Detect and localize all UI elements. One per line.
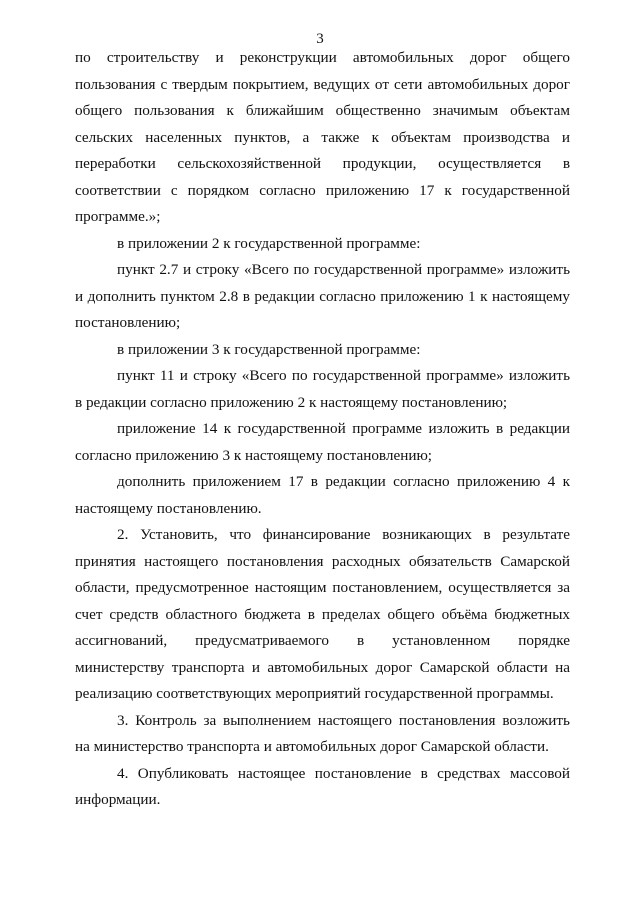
- text-line: дополнить приложением 17 в редакции согласно приложению 4 к: [117, 473, 570, 490]
- text-line: соответствии с порядком согласно приложению 17 к государственной: [75, 181, 570, 199]
- text-line: и дополнить пунктом 2.8 в редакции согласно приложению 1 к настоящему: [75, 287, 570, 305]
- text-line: счет средств областного бюджета в пределах общего объёма бюджетных: [75, 605, 570, 623]
- document-body: [75, 45, 570, 814]
- text-line: министерству транспорта и автомобильных дорог Самарской области на: [75, 658, 570, 676]
- text-line: 3. Контроль за выполнением настоящего постановления возложить: [117, 711, 570, 729]
- text-line: на министерство транспорта и автомобильных дорог Самарской области.: [75, 738, 549, 755]
- text-line: пункт 11 и строку «Всего по государственной программе» изложить: [117, 367, 570, 384]
- text-line: общего пользования к ближайшим общественно значимым объектам: [75, 102, 570, 119]
- text-line: сельских населенных пунктов, а также к объектам производства и: [75, 128, 570, 146]
- text-line: программе.»;: [75, 208, 161, 225]
- text-line: 4. Опубликовать настоящее постановление в средствах массовой: [117, 764, 570, 782]
- text-line: согласно приложению 3 к настоящему постановлению;: [75, 446, 433, 464]
- text-line: настоящему постановлению.: [75, 499, 262, 517]
- text-line: 2. Установить, что финансирование возникающих в результате: [117, 526, 570, 543]
- text-line: области, предусмотренное настоящим постановлением, осуществляется за: [75, 579, 570, 596]
- text-line: ассигнований, предусматриваемого в установленном порядке: [75, 632, 570, 649]
- text-line: в приложении 2 к государственной программе:: [117, 234, 421, 252]
- text-line: в приложении 3 к государственной программе:: [117, 340, 421, 358]
- text-line: по строительству и реконструкции автомобильных дорог общего: [75, 49, 570, 66]
- text-line: реализацию соответствующих мероприятий государственной программы.: [75, 685, 554, 702]
- text-line: пользования с твердым покрытием, ведущих от сети автомобильных дорог: [75, 75, 570, 93]
- text-line: приложение 14 к государственной программе изложить в редакции: [117, 420, 570, 437]
- text-line: пункт 2.7 и строку «Всего по государственной программе» изложить: [117, 261, 570, 278]
- text-line: постановлению;: [75, 314, 181, 331]
- page-number: 3: [316, 31, 324, 47]
- text-line: принятия настоящего постановления расходных обязательств Самарской: [75, 552, 570, 570]
- text-line: переработки сельскохозяйственной продукции, осуществляется в: [75, 155, 570, 172]
- text-line: в редакции согласно приложению 2 к настоящему постановлению;: [75, 393, 508, 411]
- text-line: информации.: [75, 791, 161, 808]
